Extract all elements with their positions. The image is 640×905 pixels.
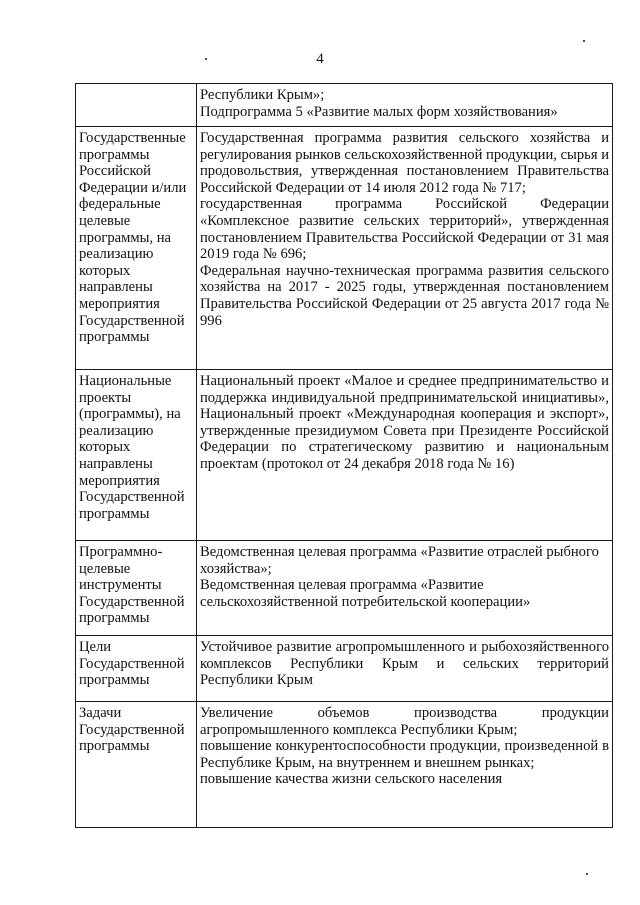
content-line: Устойчивое развитие агропромышленного и рыбохозяйственного комплексов Республики Крым и сельских территорий Республики Крым: [200, 639, 609, 689]
content-line: Федеральная научно-техническая программа развития сельского хозяйства на 2017 - 2025 годы, утвержденная постановлением Правительства Российской Федерации от 25 августа 2017 года № 996: [200, 262, 609, 329]
row-label: Программно-целевые инструменты Государственной программы: [76, 541, 197, 636]
row-label: Государственные программы Российской Федерации и/или федеральные целевые программы, на реализацию которых направлены мероприятия Государственной программы: [76, 127, 197, 370]
content-line: Ведомственная целевая программа «Развитие отраслей рыбного хозяйства»;: [200, 544, 599, 577]
row-content: [197, 84, 613, 127]
row-label: Цели Государственной программы: [76, 636, 197, 702]
row-content: [197, 636, 613, 702]
content-line: повышение качества жизни сельского населения: [200, 771, 503, 788]
table-row: [76, 636, 613, 702]
table-row: [76, 127, 613, 370]
table-row: [76, 84, 613, 127]
table-row: [76, 541, 613, 636]
table-row: [76, 702, 613, 828]
page-number: 4: [316, 51, 324, 67]
content-line: Государственная программа развития сельского хозяйства и регулирования рынков сельскохозяйственной продукции, сырья и продовольствия, утвержденная постановлением Правительства Российской Федерации от 14 июля 2012 года № 717;: [200, 130, 609, 196]
scan-speck: [586, 873, 588, 875]
row-content: [197, 702, 613, 828]
scan-speck: [583, 40, 585, 42]
content-line: Республики Крым»;: [200, 87, 325, 103]
row-label: Национальные проекты (программы), на реализацию которых направлены мероприятия Государственной программы: [76, 370, 197, 541]
program-passport-table: [75, 83, 613, 828]
content-line: Подпрограмма 5 «Развитие малых форм хозяйствования»: [200, 103, 558, 120]
row-label: [76, 84, 197, 127]
content-line: Национальный проект «Малое и среднее предпринимательство и поддержка индивидуальной предпринимательской инициативы», Национальный проект «Международная кооперация и экспорт», утвержденные президиумом Совета при Президенте Российской Федерации по стратегическому развитию и национальным проектам (протокол от 24 декабря 2018 года № 16): [200, 373, 609, 472]
content-line: Увеличение объемов производства продукции агропромышленного комплекса Республики Крым;: [200, 705, 609, 738]
row-content: [197, 370, 613, 541]
row-content: [197, 127, 613, 370]
row-label: Задачи Государственной программы: [76, 702, 197, 828]
content-line: Ведомственная целевая программа «Развитие сельскохозяйственной потребительской кооперации»: [200, 577, 531, 610]
content-line: государственная программа Российской Федерации «Комплексное развитие сельских территорий», утвержденная постановлением Правительства Российской Федерации от 31 мая 2019 года № 696;: [200, 196, 609, 263]
table-row: [76, 370, 613, 541]
row-content: [197, 541, 613, 636]
content-line: повышение конкурентоспособности продукции, произведенной в Республике Крым, на внутреннем и внешнем рынках;: [200, 738, 609, 771]
scan-speck: [205, 58, 207, 60]
